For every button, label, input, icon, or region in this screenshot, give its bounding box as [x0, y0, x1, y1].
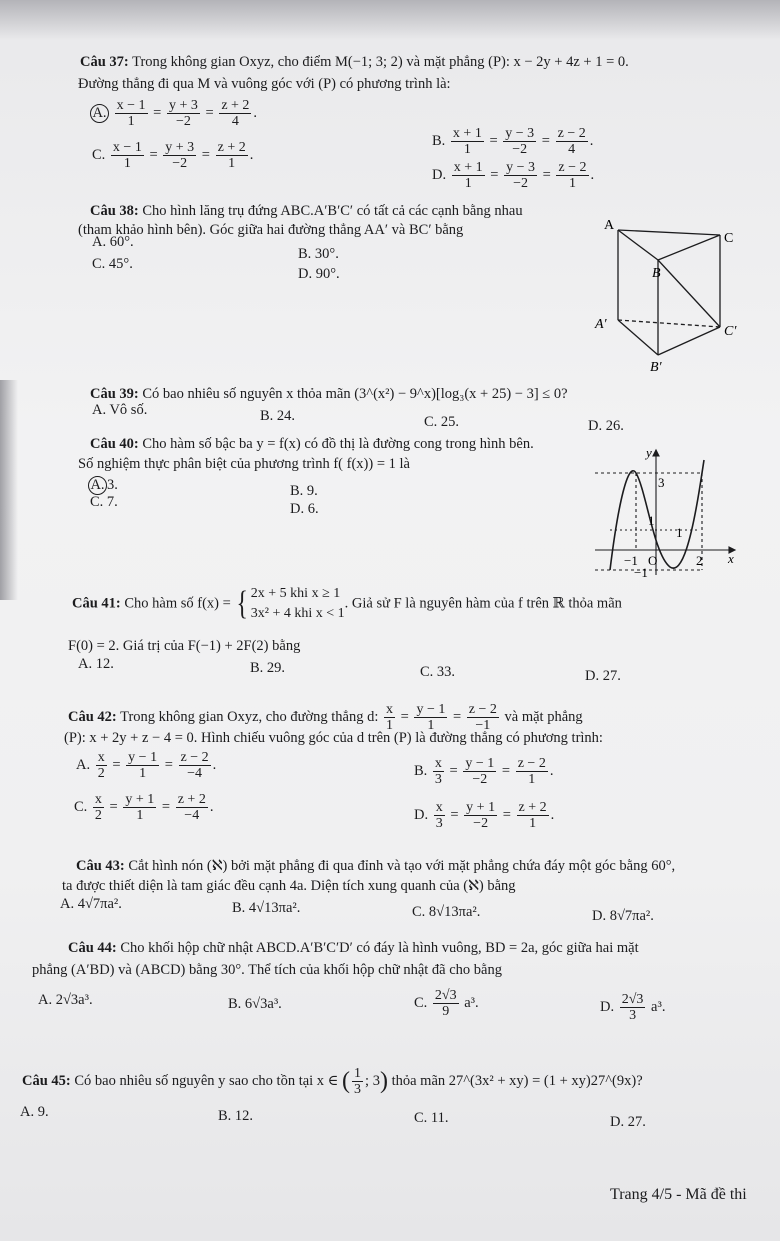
- graph-y-arrow: [653, 450, 659, 456]
- q38-stem2: (tham khảo hình bên). Góc giữa hai đường thẳng AA′ và BC′ bằng: [78, 222, 464, 238]
- q39-option-a: A. Vô số.: [92, 402, 148, 418]
- frac: $\frac{z + 2}{4}$: [221, 98, 250, 130]
- frac: $\frac{x}{3}$: [434, 756, 442, 788]
- frac: $\frac{y - 3}{-2}$: [506, 160, 535, 192]
- q40-stem1: Cho hàm số bậc ba y = f(x) có đồ thị là đường cong trong hình bên.: [142, 436, 534, 452]
- q42-line1: Câu 42: Trong không gian Oxyz, cho đường thẳng d: $\frac{x}{1}$ = $\frac{y - 1}{1}$ = $\frac{z - 2}{-1}$ và mặt phẳng: [68, 702, 583, 734]
- q44-line1: [68, 940, 639, 957]
- frac: $\frac{z + 2}{1}$: [217, 140, 246, 172]
- q45-label: Câu 45:: [22, 1073, 71, 1090]
- cubic-graph-figure: [590, 445, 740, 580]
- q40-stem2: Số nghiệm thực phân biệt của phương trình f( f(x)) = 1 là: [78, 456, 410, 472]
- prism-figure: [590, 215, 750, 375]
- q39-option-c: C. 25.: [424, 414, 460, 430]
- q40-line1: [90, 436, 534, 453]
- prism-diagonal-bc1: [658, 260, 720, 327]
- prism-label-a1: A′: [595, 317, 607, 332]
- q37-option-a: A. $\frac{x - 1}{1}$ = $\frac{y + 3}{-2}$ = $\frac{z + 2}{4}$ .: [90, 98, 257, 130]
- q38-option-c: C. 45°.: [92, 256, 133, 272]
- frac: $\frac{z - 2}{-4}$: [180, 750, 209, 782]
- q44-option-a: A. 2√3a³.: [38, 992, 93, 1008]
- prism-edge-ac: [618, 230, 720, 235]
- frac: $\frac{y - 1}{1}$: [128, 750, 158, 782]
- q42-option-d: D. $\frac{x}{3}$ = $\frac{y + 1}{-2}$ = $\frac{z + 2}{1}$ .: [414, 800, 555, 832]
- prism-label-b: B: [652, 266, 661, 281]
- q41-option-b: B. 29.: [250, 660, 286, 676]
- q43-option-c: C. 8√13πa².: [412, 904, 481, 920]
- prism-edge-ab: [618, 230, 658, 260]
- q38-option-b: B. 30°.: [298, 246, 339, 262]
- prism-label-a: A: [604, 218, 615, 233]
- graph-label-y: y: [646, 445, 652, 460]
- q40-option-a: A. 3.: [88, 476, 118, 495]
- frac: $\frac{x - 1}{1}$: [112, 140, 142, 172]
- q43-option-a: A. 4√7πa².: [60, 896, 122, 912]
- q37-line1: [80, 54, 629, 71]
- frac: $\frac{x + 1}{1}$: [452, 126, 482, 158]
- frac: $\frac{z - 2}{1}$: [558, 160, 587, 192]
- q40-option-b: B. 9.: [290, 483, 318, 499]
- q44-label: Câu 44:: [68, 940, 117, 956]
- q37-c-letter: C.: [92, 147, 106, 164]
- page-shadow-top: [0, 0, 780, 40]
- q37-b-letter: B.: [432, 133, 446, 150]
- q41-label: Câu 41:: [72, 595, 121, 612]
- q39-line: [90, 386, 568, 403]
- frac: $\frac{z - 2}{1}$: [517, 756, 546, 788]
- q41-option-a: A. 12.: [78, 656, 114, 672]
- q41-option-d: D. 27.: [585, 668, 621, 684]
- q42-label: Câu 42:: [68, 709, 117, 726]
- prism-edge-a1b1: [618, 320, 658, 355]
- graph-label-2: 2: [696, 553, 703, 568]
- q41-stem-b: . Giả sử F là nguyên hàm của f trên ℝ thỏa mãn: [344, 595, 622, 612]
- frac: $\frac{y + 3}{-2}$: [165, 140, 195, 172]
- prism-edge-bc: [658, 235, 720, 260]
- frac: $\frac{z + 2}{1}$: [518, 800, 547, 832]
- q43-label: Câu 43:: [76, 858, 125, 874]
- graph-label-3: 3: [658, 475, 665, 490]
- frac: $\frac{2√3}{3}$: [621, 992, 644, 1024]
- q44-option-d: D. $\frac{2√3}{3}$ a³.: [600, 992, 666, 1024]
- graph-label-origin: O: [648, 553, 658, 568]
- q39-stem: Có bao nhiêu số nguyên x thỏa mãn (3^(x²) − 9^x)[log₃(x + 25) − 3] ≤ 0?: [142, 386, 568, 402]
- q39-label: Câu 39:: [90, 386, 139, 402]
- frac: $\frac{z + 2}{-4}$: [177, 792, 206, 824]
- q37-a-circle-mark: A.: [90, 104, 109, 123]
- q37-stem2: Đường thẳng đi qua M và vuông góc với (P) có phương trình là:: [78, 76, 451, 92]
- q42-option-b: B. $\frac{x}{3}$ = $\frac{y - 1}{-2}$ = $\frac{z - 2}{1}$ .: [414, 756, 554, 788]
- q42-option-c: C. $\frac{x}{2}$ = $\frac{y + 1}{1}$ = $\frac{z + 2}{-4}$ .: [74, 792, 214, 824]
- q38-line1: [90, 203, 523, 220]
- page-footer: Trang 4/5 - Mã đề thi: [610, 1186, 747, 1203]
- q45-option-c: C. 11.: [414, 1110, 449, 1126]
- frac: $\frac{x}{3}$: [435, 800, 443, 832]
- q41-stem2: F(0) = 2. Giá trị của F(−1) + 2F(2) bằng: [68, 638, 301, 654]
- frac: $\frac{z - 2}{-1}$: [468, 702, 497, 734]
- q43-option-b: B. 4√13πa².: [232, 900, 301, 916]
- q42-stem2: (P): x + 2y + z − 4 = 0. Hình chiếu vuông góc của d trên (P) là đường thẳng có phương trình:: [64, 730, 603, 746]
- frac: $\frac{1}{3}$: [354, 1066, 362, 1098]
- frac: $\frac{y + 3}{-2}$: [168, 98, 198, 130]
- prism-label-b1: B′: [650, 360, 662, 375]
- frac: $\frac{x}{2}$: [97, 750, 105, 782]
- graph-label-1: 1: [648, 513, 655, 528]
- q41-cases: 2x + 5 khi x ≥ 1 3x² + 4 khi x < 1: [250, 586, 345, 622]
- q42-option-a: A. $\frac{x}{2}$ = $\frac{y - 1}{1}$ = $\frac{z - 2}{-4}$ .: [76, 750, 217, 782]
- q45-stem-a: Có bao nhiêu số nguyên y sao cho tồn tại x ∈: [74, 1073, 339, 1090]
- q37-d-letter: D.: [432, 167, 447, 184]
- q45-option-a: A. 9.: [20, 1104, 49, 1120]
- q44-option-c: C. $\frac{2√3}{9}$ a³.: [414, 988, 479, 1020]
- frac: $\frac{z - 2}{4}$: [557, 126, 586, 158]
- frac: $\frac{y - 3}{-2}$: [505, 126, 535, 158]
- q40-option-c: C. 7.: [90, 494, 118, 510]
- graph-label-x: x: [728, 551, 734, 566]
- q45-option-b: B. 12.: [218, 1108, 254, 1124]
- q37-label: Câu 37:: [80, 54, 129, 70]
- prism-edge-b1c1: [658, 327, 720, 355]
- q44-option-b: B. 6√3a³.: [228, 996, 282, 1012]
- q45-option-d: D. 27.: [610, 1114, 646, 1130]
- frac: $\frac{y - 1}{1}$: [416, 702, 446, 734]
- q41-option-c: C. 33.: [420, 664, 456, 680]
- graph-label-m1: −1: [624, 553, 638, 568]
- q38-stem1: Cho hình lăng trụ đứng ABC.A′B′C′ có tất cả các cạnh bằng nhau: [142, 203, 523, 219]
- q38-label: Câu 38:: [90, 203, 139, 219]
- q37-stem1: Trong không gian Oxyz, cho điểm M(−1; 3; 2) và mặt phẳng (P): x − 2y + 4z + 1 = 0.: [132, 54, 629, 70]
- q45-stem-b: thỏa mãn 27^(3x² + xy) = (1 + xy)27^(9x)?: [391, 1073, 643, 1090]
- frac: $\frac{y + 1}{-2}$: [466, 800, 496, 832]
- q37-option-c: C. $\frac{x - 1}{1}$ = $\frac{y + 3}{-2}$ = $\frac{z + 2}{1}$ .: [92, 140, 254, 172]
- q41-brace: {: [236, 585, 249, 623]
- frac: $\frac{y - 1}{-2}$: [465, 756, 495, 788]
- page-shadow-left: [0, 380, 18, 600]
- q43-option-d: D. 8√7πa².: [592, 908, 654, 924]
- q42-stem-b: và mặt phẳng: [504, 709, 583, 726]
- frac: $\frac{x}{1}$: [386, 702, 394, 734]
- q37-option-d: D. $\frac{x + 1}{1}$ = $\frac{y - 3}{-2}$ = $\frac{z - 2}{1}$ .: [432, 160, 595, 192]
- q44-stem1: Cho khối hộp chữ nhật ABCD.A′B′C′D′ có đáy là hình vuông, BD = 2a, góc giữa hai mặt: [120, 940, 639, 956]
- q38-option-d: D. 90°.: [298, 266, 340, 282]
- q40-option-d: D. 6.: [290, 501, 319, 517]
- graph-label-m1y: −1: [634, 565, 648, 580]
- q42-stem-a: Trong không gian Oxyz, cho đường thẳng d:: [120, 709, 379, 726]
- prism-label-c1: C′: [724, 324, 737, 339]
- frac: $\frac{y + 1}{1}$: [125, 792, 155, 824]
- q37-option-b: B. $\frac{x + 1}{1}$ = $\frac{y - 3}{-2}$ = $\frac{z - 2}{4}$ .: [432, 126, 594, 158]
- q39-option-b: B. 24.: [260, 408, 296, 424]
- q43-stem1: Cắt hình nón (ℵ) bởi mặt phẳng đi qua đỉnh và tạo với mặt phẳng chứa đáy một góc bằng 60°,: [128, 858, 676, 874]
- q40-label: Câu 40:: [90, 436, 139, 452]
- q39-option-d: D. 26.: [588, 418, 624, 434]
- frac: $\frac{x + 1}{1}$: [453, 160, 483, 192]
- q43-line1: [76, 858, 675, 875]
- q38-option-a: A. 60°.: [92, 234, 134, 250]
- q45-line1: Câu 45: Có bao nhiêu số nguyên y sao cho tồn tại x ∈ ( $\frac{1}{3}$ ; 3) thỏa mãn 27^(3x² + xy) = (1 + xy)27^(9x)?: [22, 1066, 643, 1098]
- prism-label-c: C: [724, 231, 734, 246]
- q41-line1: [72, 584, 622, 625]
- graph-label-1b: 1: [676, 525, 683, 540]
- q43-stem2: ta được thiết diện là tam giác đều cạnh 4a. Diện tích xung quanh của (ℵ) bằng: [62, 878, 516, 894]
- q41-stem-a: Cho hàm số f(x) =: [124, 595, 231, 612]
- frac: $\frac{x}{2}$: [94, 792, 102, 824]
- q40-a-circle-mark: A.: [88, 476, 107, 495]
- prism-edge-a1c1: [618, 320, 720, 327]
- q44-stem2: phẳng (A′BD) và (ABCD) bằng 30°. Thể tích của khối hộp chữ nhật đã cho bằng: [32, 962, 502, 978]
- frac: $\frac{2√3}{9}$: [434, 988, 457, 1020]
- frac: $\frac{x - 1}{1}$: [116, 98, 146, 130]
